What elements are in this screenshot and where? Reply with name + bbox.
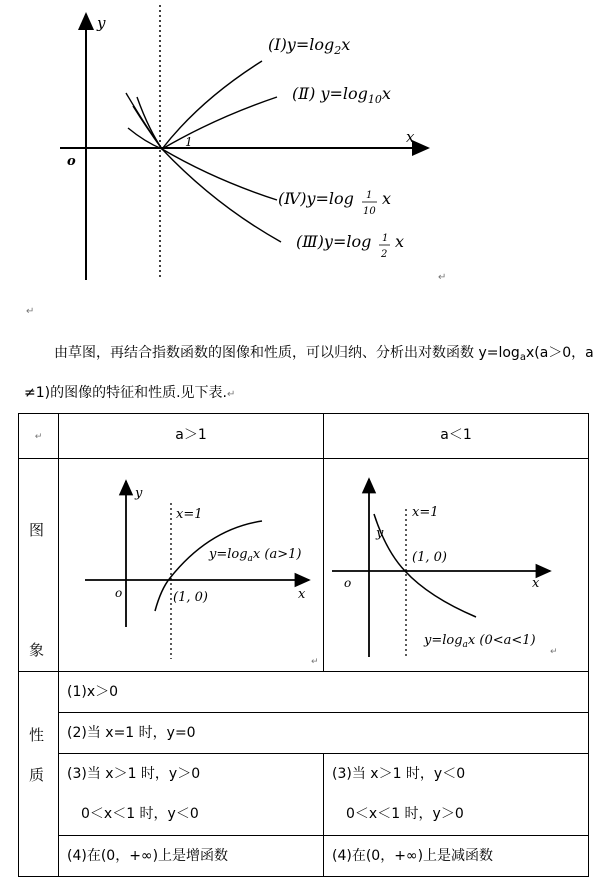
curve-III-label bbox=[296, 232, 404, 260]
svg-text:x: x bbox=[298, 587, 306, 602]
curve-II-label: (Ⅱ) $y=\log_{10}x$ bbox=[292, 84, 391, 106]
curve-IV-label bbox=[278, 189, 391, 217]
svg-text:o: o bbox=[344, 576, 352, 590]
prop-4-right-cell: (4)在(0，+∞)上是减函数 bbox=[324, 835, 589, 876]
svg-text:(1, 0): (1, 0) bbox=[412, 550, 447, 565]
prop-2-cell: (2)当 x=1 时，y=0 bbox=[59, 713, 589, 754]
svg-text:x=1: x=1 bbox=[176, 507, 203, 522]
curve-I bbox=[137, 61, 262, 149]
row-label-props: 性 质 bbox=[19, 672, 59, 877]
increasing-log-graph bbox=[59, 459, 324, 667]
svg-text:y=logax (a>1): $y=\log_ax$ (a>1) bbox=[209, 547, 302, 564]
prop-3-left-cell: (3)当 x＞1 时，y＞0 0＜x＜1 时，y＜0 bbox=[59, 754, 324, 835]
svg-text:(Ⅳ)y=log: (Ⅳ)y=log bbox=[278, 189, 354, 208]
axis-y-label: y bbox=[97, 14, 106, 32]
svg-text:x: x bbox=[382, 189, 392, 208]
prop-1-cell: (1)x＞0 bbox=[59, 672, 589, 713]
graph-a-lt-1 bbox=[324, 459, 589, 672]
header-a-gt-1: a＞1 bbox=[59, 414, 324, 459]
prop-3-right-cell: (3)当 x＞1 时，y＜0 0＜x＜1 时，y＞0 bbox=[324, 754, 589, 835]
origin-label: o bbox=[67, 154, 76, 169]
svg-text:x=1: x=1 bbox=[412, 505, 439, 520]
paragraph-mark-icon: ↵ bbox=[438, 272, 447, 283]
header-a-lt-1: a＜1 bbox=[324, 414, 589, 459]
svg-text:x: x bbox=[532, 576, 540, 591]
intro-line-1: 由草图，再结合指数函数的图像和性质，可以归纳、分析出对数函数 $y=\log_ax(a>0$，a bbox=[54, 345, 594, 363]
svg-text:y: y bbox=[135, 486, 143, 501]
svg-text:(Ⅲ)y=log: (Ⅲ)y=log bbox=[296, 232, 372, 251]
svg-text:1: 1 bbox=[382, 233, 389, 244]
svg-text:y=logax (0<a<1): $y=\log_ax$ (0<a<1) bbox=[424, 633, 536, 650]
log-properties-table bbox=[18, 413, 589, 877]
svg-text:x: x bbox=[395, 232, 405, 251]
axis-x-label: x bbox=[406, 128, 415, 146]
svg-text:↵: ↵ bbox=[311, 657, 319, 667]
svg-text:10: 10 bbox=[363, 206, 376, 217]
svg-text:1: 1 bbox=[366, 190, 373, 201]
svg-text:y: y bbox=[376, 526, 384, 541]
paragraph-mark-icon: ↵ bbox=[26, 306, 35, 317]
one-label: 1 bbox=[185, 135, 193, 149]
intro-line-2: ≠1)的图像的特征和性质.见下表.↵ bbox=[24, 385, 236, 401]
graph-a-gt-1 bbox=[59, 459, 324, 672]
decreasing-log-graph bbox=[324, 459, 589, 667]
paragraph-mark-icon: ↵ bbox=[227, 389, 236, 400]
svg-text:2: 2 bbox=[381, 249, 388, 260]
svg-text:(1, 0): (1, 0) bbox=[173, 590, 208, 605]
curve-I-label: $(Ⅰ)y=\log_2x$ bbox=[268, 35, 351, 57]
svg-text:o: o bbox=[115, 586, 123, 600]
curve-IV bbox=[133, 106, 277, 200]
prop-4-left-cell: (4)在(0，+∞)上是增函数 bbox=[59, 835, 324, 876]
curve-III bbox=[126, 93, 281, 242]
corner-cell bbox=[19, 414, 59, 459]
paragraph-mark-icon: ↵ bbox=[34, 432, 43, 442]
row-label-graph: 图 象 bbox=[19, 459, 59, 672]
svg-text:↵: ↵ bbox=[550, 647, 558, 657]
top-log-graph bbox=[0, 0, 612, 300]
